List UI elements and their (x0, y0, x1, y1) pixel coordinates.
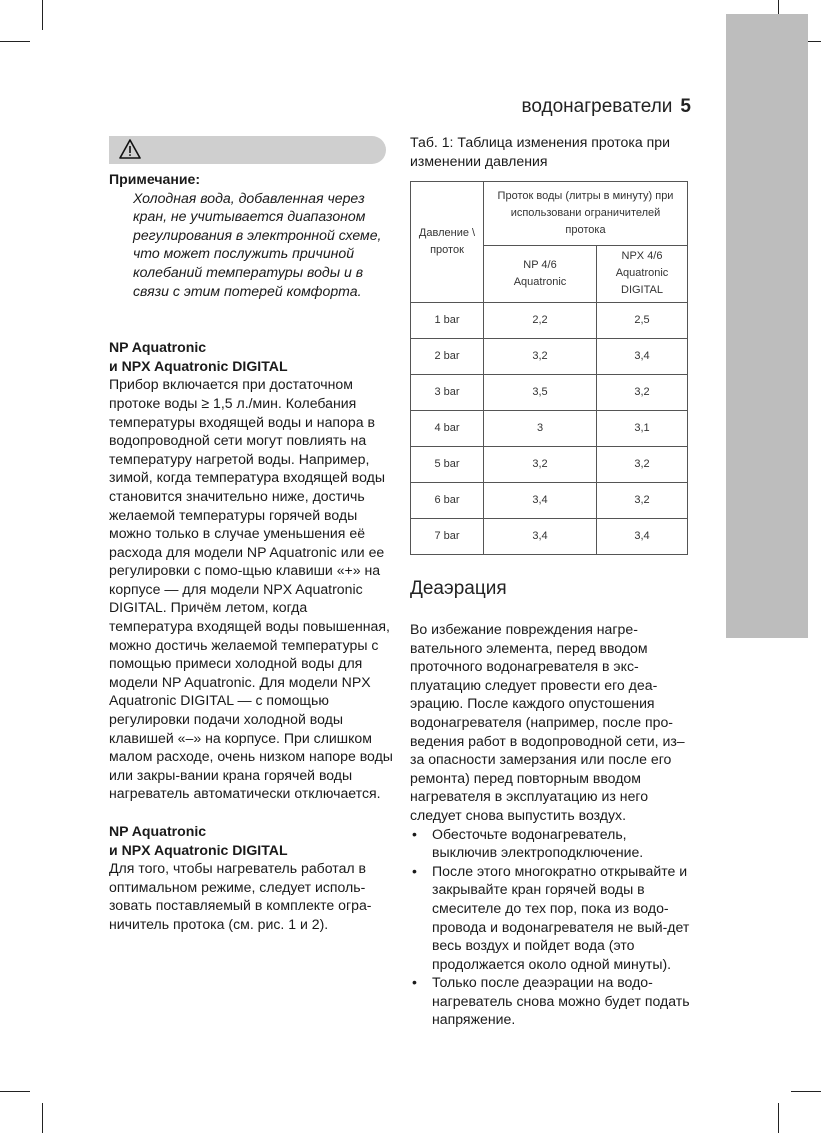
row-header-cell: Давление \ проток (411, 182, 484, 303)
table-row (411, 483, 688, 519)
note-title: Примечание: (109, 171, 201, 187)
section-text: Прибор включается при достаточном протоке воды ≥ 1,5 л./мин. Колебания температуры входящей воды и напора в водопроводной сети могут повлиять на температуру нагретой воды. Например, зимой, когда температура входящей воды становится значительно ниже, достичь желаемой температуры горячей воды можно только в случае уменьшения её расхода для модели NP Aquatronic или ее регулировки с помо-щью клавиши «+» на корпусе — для модели NPX Aquatronic DIGITAL. Причём летом, когда температура входящей воды повышенная, можно достичь желаемой температуры с помощью примеси холодной воды для модели NP Aquatronic. Для модели NPX Aquatronic DIGITAL — с помощью регулировки подачи холодной воды клавишей «–» на корпусе. При слишком малом расходе, очень низком напоре воды или закры-вании крана горячей воды нагреватель автоматически отключается. (109, 376, 393, 802)
section-title-deaeration: Деаэрация (410, 578, 507, 599)
np-value-cell: 3,4 (484, 483, 597, 519)
npx-value-cell: 3,2 (597, 375, 688, 411)
deaeration-body (410, 620, 692, 1029)
section-heading: NP Aquatronic (109, 339, 207, 356)
section-heading: NP Aquatronic (109, 823, 207, 839)
section-heading: и NPX Aquatronic DIGITAL (109, 357, 288, 374)
pressure-cell: 4 bar (411, 411, 484, 447)
crop-mark (42, 0, 43, 30)
table-header-row (411, 182, 688, 246)
table-row (411, 339, 688, 375)
group-header-cell: Проток воды (литры в минуту) при использовани ограничителей протока (484, 182, 688, 246)
warning-icon (119, 139, 141, 159)
np-value-cell: 3,2 (484, 447, 597, 483)
np-value-cell: 3,2 (484, 339, 597, 375)
col-header-np: NP 4/6 Aquatronic (484, 245, 597, 302)
npx-value-cell: 3,4 (597, 519, 688, 555)
left-column (109, 170, 394, 934)
page-header (521, 96, 691, 118)
table-row (411, 375, 688, 411)
crop-mark (42, 1103, 43, 1133)
right-column (410, 133, 692, 555)
table-row (411, 519, 688, 555)
npx-value-cell: 3,4 (597, 339, 688, 375)
thumb-index-tab (726, 14, 808, 638)
npx-value-cell: 3,1 (597, 411, 688, 447)
np-value-cell: 3,4 (484, 519, 597, 555)
list-item: • Обесточьте водонагреватель, выключив электроподключение. (410, 825, 692, 862)
np-value-cell: 3 (484, 411, 597, 447)
table-row (411, 447, 688, 483)
npx-value-cell: 3,2 (597, 447, 688, 483)
list-item: • Только после деаэрации на водо-нагреватель снова можно будет подать напряжение. (410, 973, 692, 1029)
table-caption: Таб. 1: Таблица изменения протока при изменении давления (410, 134, 670, 169)
crop-mark (791, 1091, 821, 1092)
bullet-list (410, 825, 692, 1030)
pressure-cell: 1 bar (411, 303, 484, 339)
note-text: Холодная вода, добавленная через кран, не учитывается диапазоном регулирования в электронной схеме, что может послужить причиной колебаний температуры воды и в связи с этим потерей комфорта. (133, 189, 382, 299)
crop-mark (0, 1091, 30, 1092)
pressure-cell: 3 bar (411, 375, 484, 411)
np-value-cell: 2,2 (484, 303, 597, 339)
npx-value-cell: 3,2 (597, 483, 688, 519)
crop-mark (778, 1103, 779, 1133)
list-item: • После этого многократно открывайте и закрывайте кран горячей воды в смесителе до тех пор, пока из водо-провода и водонагревателя не вый-дет весь воздух и пойдет вода (это продолжается около одной минуты). (410, 862, 692, 974)
npx-value-cell: 2,5 (597, 303, 688, 339)
page-number: 5 (680, 96, 691, 117)
col-header-npx: NPX 4/6 Aquatronic DIGITAL (597, 245, 688, 302)
table-row (411, 411, 688, 447)
deaeration-text: Во избежание повреждения нагре-вательного элемента, перед вводом проточного водонагревателя в экс-плуатацию следует провести его деа-эрацию. После каждого опустошения водонагревателя (например, после про-ведения работ в водопроводной сети, из–за опасности замерзания или после его ремонта) перед повторным вводом нагревателя в эксплуатацию из него следует снова выпустить воздух. (410, 621, 685, 823)
header-title: водонагреватели (521, 96, 673, 117)
pressure-cell: 7 bar (411, 519, 484, 555)
np-value-cell: 3,5 (484, 375, 597, 411)
flow-table (410, 181, 688, 555)
pressure-cell: 6 bar (411, 483, 484, 519)
section-text: Для того, чтобы нагреватель работал в оптимальном режиме, следует исполь-зовать поставляемый в комплекте огра-ничитель протока (см. рис. 1 и 2). (109, 860, 372, 932)
table-row (411, 303, 688, 339)
pressure-cell: 2 bar (411, 339, 484, 375)
section-heading: и NPX Aquatronic DIGITAL (109, 841, 288, 858)
crop-mark (0, 41, 30, 42)
pressure-cell: 5 bar (411, 447, 484, 483)
warning-bar (109, 136, 386, 164)
